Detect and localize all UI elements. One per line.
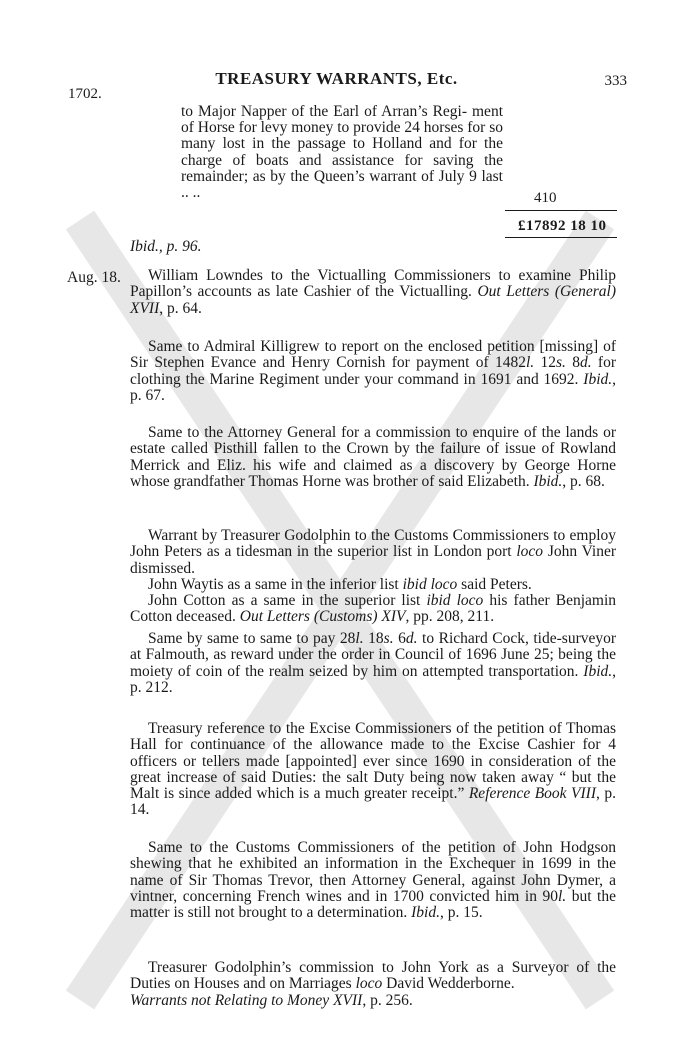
entry-killigrew-petition [130, 339, 616, 404]
entry-paragraph [130, 577, 616, 593]
entry-paragraph [130, 528, 616, 577]
sum-total: £17892 18 10 [518, 218, 607, 234]
entry-text: but the matter is still not brought to a determination. [130, 887, 616, 922]
entry-text: John Viner dismissed. [130, 543, 616, 577]
entry-paragraph [130, 840, 616, 921]
italic-reference: s. [383, 630, 394, 647]
entry-paragraph [130, 960, 616, 1009]
entry-text: Treasury reference to the Excise Commissioners of the petition of Thomas Hall for continuance of the allowance made to the Excise Cashier for 4 officers or tellers made [appointed] ever since 1690 in consideration of the great increase of said Duties: the salt Duty being now taken away “ but the Malt is since added which is a much greater receipt.” [130, 720, 616, 803]
entry-text: 18 [363, 630, 384, 647]
margin-year: 1702. [68, 86, 102, 102]
italic-reference: d. [579, 354, 592, 372]
entry-paragraph [130, 339, 616, 404]
italic-reference: ibid loco [402, 575, 458, 593]
entry-text: to Richard Cock, tide-surveyor at Falmouth, as reward under the order in Council of 1696 June 25; being the moiety of coin of the realm seized by him on attempted transportation. [130, 630, 617, 680]
entry-text: Same to the Attorney General for a commission to enquire of the lands or estate called Pisthill fallen to the Crown by the failure of issue of Rowland Merrick and Eliz. his wife and claimed as a discovery by George Horne whose grandfather Thomas Horne was brother of said Elizabeth. [130, 424, 616, 490]
entry-text: for clothing the Marine Regiment under your command in 1691 and 1692. [130, 354, 616, 388]
italic-reference: Ibid. [583, 662, 613, 680]
entry-richard-cock-reward [130, 631, 616, 696]
entry-paragraph [130, 593, 616, 626]
entry-text: William Lowndes to the Victualling Commissioners to examine Philip Papillon’s accounts as late Cashier of the Victualling. [130, 267, 616, 301]
entry-text: Same to the Customs Commissioners of the petition of John Hodgson shewing that he exhibited an information in the Exchequer in 1699 in the name of Sir Thomas Trevor, then Attorney General, against John Dymer, a vintner, concerning French wines and in 1700 convicted him in 90 [130, 839, 616, 905]
entry-text: , p. 67. [130, 370, 616, 404]
entry-text: , p. 15. [439, 904, 483, 922]
margin-date: Aug. 18. [67, 269, 121, 286]
entry-customs-john-hodgson [130, 840, 616, 921]
entry-text: , p. 212. [130, 662, 616, 696]
entry-amount: 410 [534, 190, 557, 206]
entry-text: , pp. 208, 211. [405, 608, 495, 626]
entry-text: 6 [393, 630, 406, 647]
italic-reference: Ibid. [583, 370, 613, 388]
italic-reference: loco [355, 975, 383, 993]
intro-reference [130, 238, 201, 256]
entry-text: , p. 256. [362, 991, 413, 1009]
entry-text: Warrant by Treasurer Godolphin to the Customs Commissioners to employ John Peters as a tidesman in the superior list in London port [130, 527, 616, 561]
italic-reference: Reference Book VIII [468, 785, 597, 803]
entry-paragraph [130, 268, 616, 317]
entry-text: Same by same to same to pay 28 [148, 630, 356, 647]
italic-reference: Ibid. [533, 472, 563, 490]
italic-reference: Out Letters (General) XVII [130, 283, 616, 317]
entry-text: David Wedderborne. [382, 975, 515, 993]
entry-text: , p. 14. [130, 785, 617, 819]
entry-lowndes-victualling [130, 268, 616, 317]
italic-reference: ibid loco [426, 592, 484, 610]
entry-text: John Waytis as a same in the inferior list [148, 575, 403, 593]
entry-text: , p. 68. [562, 472, 605, 490]
italic-reference: d. [405, 630, 418, 647]
entry-paragraph [130, 631, 616, 696]
entry-paragraph [130, 425, 616, 490]
entry-text: 12 [534, 354, 556, 372]
continued-entry [181, 104, 503, 201]
italic-reference: l. [355, 630, 364, 647]
italic-reference: s. [556, 354, 566, 372]
italic-reference: Warrants not Relating to Money XVII [130, 991, 363, 1009]
italic-reference: Ibid. [411, 904, 440, 922]
entry-john-york-commission [130, 960, 616, 1009]
entry-text: , p. 64. [159, 299, 202, 317]
italic-reference: loco [516, 543, 544, 561]
sum-rule-top [505, 210, 617, 211]
continued-entry-text: to Major Napper of the Earl of Arran’s Regi- ment of Horse for levy money to provide 24 horses for so many lost in the passage to Holland and for the charge of boats and assistance for saving the remainder; as by the Queen’s warrant of July 9 last .. .. [181, 103, 503, 202]
italic-reference: l. [557, 887, 567, 905]
ibid-reference-text: Ibid., p. 96. [130, 238, 202, 255]
entry-attorney-general-pisthill [130, 425, 616, 490]
italic-reference: Out Letters (Customs) XIV [239, 608, 406, 626]
sum-rule-bottom [505, 237, 617, 238]
entry-text: his father Benjamin Cotton deceased. [130, 592, 616, 626]
entry-text: John Cotton as a same in the superior list [148, 592, 427, 610]
entry-customs-tidesmen [130, 528, 616, 626]
entry-text: 8 [565, 354, 580, 372]
entry-excise-thomas-hall [130, 721, 616, 819]
entry-text: Same to Admiral Killigrew to report on the enclosed petition [missing] of Sir Stephen Evance and Henry Cornish for payment of 1482 [130, 338, 616, 372]
entry-text: said Peters. [457, 575, 532, 593]
italic-reference: l. [526, 354, 535, 372]
entry-text: Treasurer Godolphin’s commission to John York as a Surveyor of the Duties on Houses and on Marriages [130, 959, 616, 993]
running-header-title: TREASURY WARRANTS, Etc. [215, 69, 458, 88]
page-number: 333 [604, 73, 627, 89]
entry-paragraph [130, 721, 616, 819]
